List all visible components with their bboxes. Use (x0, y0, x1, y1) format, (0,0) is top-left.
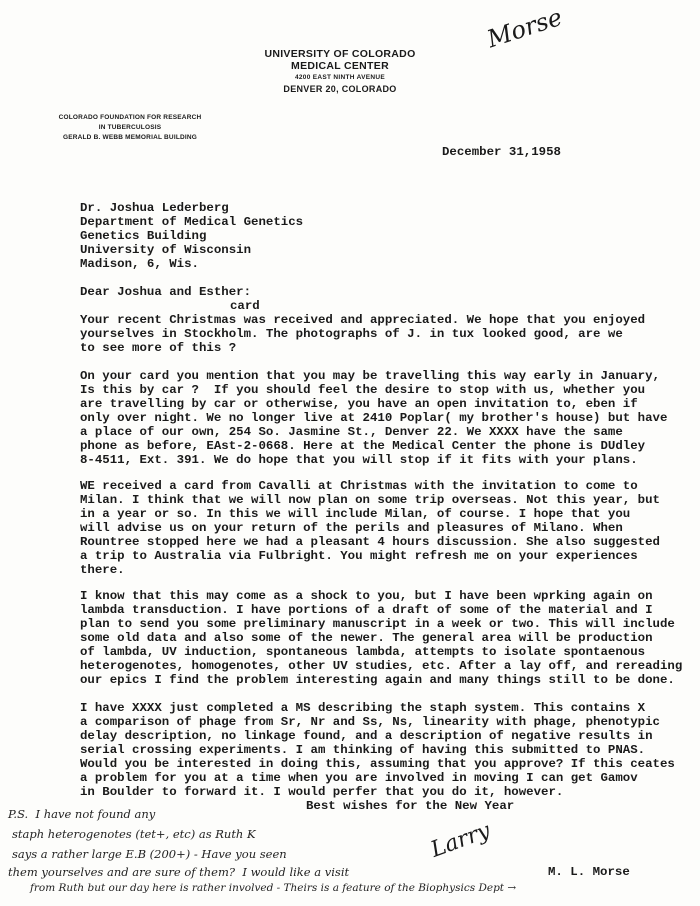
inserted-word: card (230, 299, 260, 313)
postscript-line-3: says a rather large E.B (200+) - Have you seen (12, 847, 287, 861)
letterhead-line-1: UNIVERSITY OF COLORADO (264, 48, 416, 60)
body-line: yourselves in Stockholm. The photographs of J. in tux looked good, are we (80, 327, 623, 341)
body-line: a trip to Australia via Fulbright. You might refresh me on your experiences (80, 549, 638, 563)
body-line: a place of our own, 254 So. Jasmine St., Denver 22. We XXXX have the same (80, 425, 623, 439)
body-line: will advise us on your return of the perils and pleasures of Milano. When (80, 521, 623, 535)
typed-signature: M. L. Morse (548, 865, 630, 879)
body-line: heterogenotes, homogenotes, other UV studies, etc. After a lay off, and rereading (80, 659, 683, 673)
foundation-line-1: COLORADO FOUNDATION FOR RESEARCH (58, 114, 202, 121)
foundation-line-3: GERALD B. WEBB MEMORIAL BUILDING (62, 134, 198, 141)
body-line: in Boulder to forward it. I would perfer that you do it, however. (80, 785, 564, 799)
body-line: our epics I find the problem interesting again and many things still to be done. (80, 673, 675, 687)
postscript-line-5: from Ruth but our day here is rather involved - Theirs is a feature of the Biophysics Dept → (30, 882, 517, 894)
body-line: in a year or so. In this we will include Milan, of course. I hope that you (80, 507, 631, 521)
body-line: some old data and also some of the newer. The general area will be production (80, 631, 653, 645)
body-line: Is this by car ? If you should feel the desire to stop with us, whether you (80, 383, 646, 397)
body-line: serial crossing experiments. I am thinking of having this submitted to PNAS. (80, 743, 646, 757)
letterhead-line-3: 4200 EAST NINTH AVENUE (294, 74, 386, 81)
body-line: 8-4511, Ext. 391. We do hope that you will stop if it fits with your plans. (80, 453, 638, 467)
body-line: On your card you mention that you may be travelling this way early in January, (80, 369, 660, 383)
closing: Best wishes for the New Year (306, 799, 515, 813)
handwritten-signature: Larry (427, 818, 494, 863)
address-line-5: Madison, 6, Wis. (80, 257, 199, 271)
address-line-1: Dr. Joshua Lederberg (80, 201, 229, 215)
body-line: of lambda, UV induction, spontaneous lambda, attempts to isolate spontaenous (80, 645, 646, 659)
body-line: lambda transduction. I have portions of a draft of some of the material and I (80, 603, 653, 617)
letterhead-line-4: DENVER 20, COLORADO (283, 84, 397, 94)
body-line: to see more of this ? (80, 341, 237, 355)
body-line: Would you be interested in doing this, assuming that you approve? If this ceates (80, 757, 675, 771)
body-line: delay description, no linkage found, and a description of negative results in (80, 729, 653, 743)
body-line: there. (80, 563, 125, 577)
body-line: phone as before, EAst-2-0668. Here at the Medical Center the phone is DUdley (80, 439, 646, 453)
address-line-3: Genetics Building (80, 229, 207, 243)
body-line: plan to send you some preliminary manuscript in a week or two. This will include (80, 617, 675, 631)
letterhead-line-2: MEDICAL CENTER (291, 60, 389, 72)
handwritten-name-top: Morse (483, 2, 566, 54)
body-line: Your recent Christmas was received and appreciated. We hope that you enjoyed (80, 313, 646, 327)
address-line-4: University of Wisconsin (80, 243, 252, 257)
body-line: Rountree stopped here we had a pleasant 4 hours discussion. She also suggested (80, 535, 660, 549)
postscript-line-4: them yourselves and are sure of them? I would like a visit (8, 865, 350, 879)
body-line: only over night. We no longer live at 2410 Poplar( my brother's house) but have (80, 411, 668, 425)
salutation: Dear Joshua and Esther: (80, 285, 252, 299)
body-line: I have XXXX just completed a MS describing the staph system. This contains X (80, 701, 646, 715)
body-line: are travelling by car or otherwise, you have an open invitation to, eben if (80, 397, 638, 411)
letter-date: December 31,1958 (442, 145, 561, 159)
body-line: I know that this may come as a shock to you, but I have been wprking again on (80, 589, 653, 603)
body-line: a problem for you at a time when you are involved in moving I can get Gamov (80, 771, 638, 785)
foundation-line-2: IN TUBERCULOSIS (98, 124, 162, 131)
postscript-line-1: P.S. I have not found any (8, 807, 156, 821)
body-line: Milan. I think that we will now plan on some trip overseas. Not this year, but (80, 493, 660, 507)
body-line: a comparison of phage from Sr, Nr and Ss, Ns, linearity with phage, phenotypic (80, 715, 660, 729)
address-line-2: Department of Medical Genetics (80, 215, 304, 229)
body-line: WE received a card from Cavalli at Christmas with the invitation to come to (80, 479, 638, 493)
postscript-line-2: staph heterogenotes (tet+, etc) as Ruth K (12, 827, 256, 841)
